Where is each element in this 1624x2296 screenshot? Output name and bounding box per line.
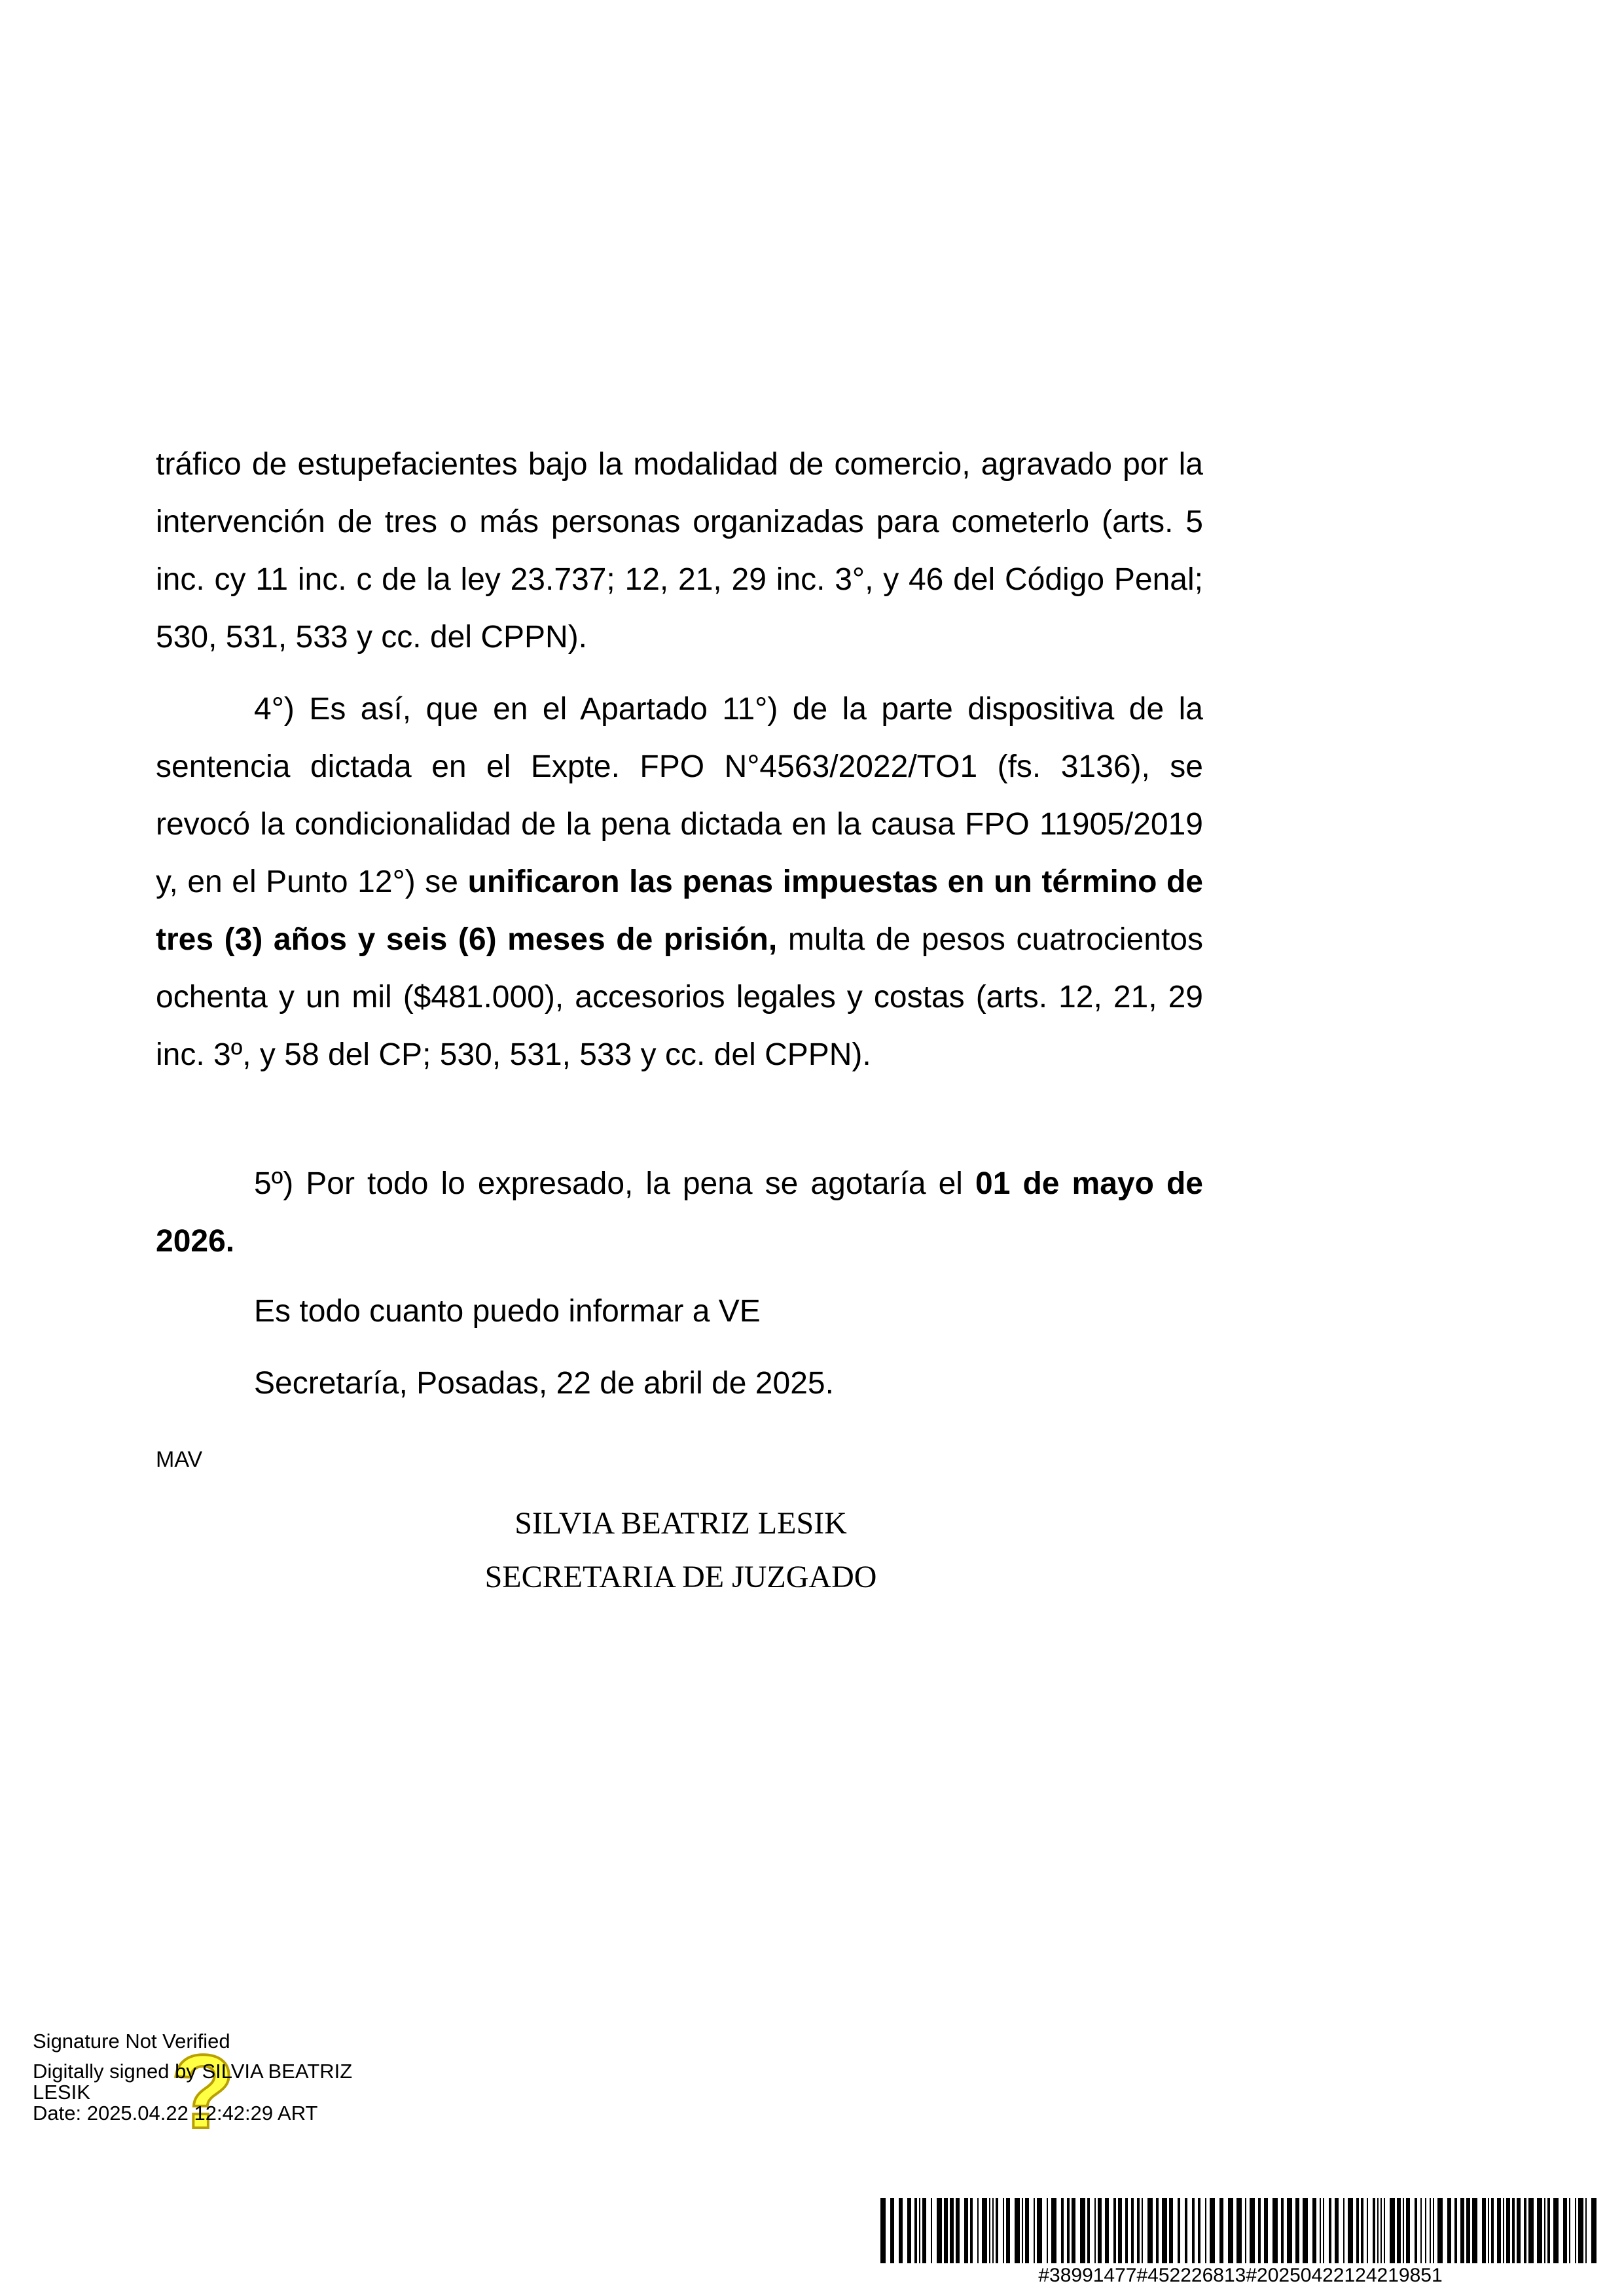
barcode-bar: [944, 2198, 948, 2263]
barcode-bar: [1228, 2198, 1233, 2263]
barcode-bar: [1015, 2198, 1020, 2263]
svg-text:?: ?: [171, 2037, 235, 2136]
barcode-bar: [1034, 2198, 1035, 2263]
barcode-bar: [992, 2198, 994, 2263]
barcode-bar: [880, 2198, 886, 2263]
barcode-bar: [937, 2198, 942, 2263]
barcode-bar: [1348, 2198, 1353, 2263]
barcode-bar: [1236, 2198, 1242, 2263]
barcode-bar: [1415, 2198, 1417, 2263]
barcode-bar: [1147, 2198, 1153, 2263]
barcode-bar: [1320, 2198, 1321, 2263]
barcode-bar: [1047, 2198, 1048, 2263]
barcode-bar: [1037, 2198, 1042, 2263]
barcode-bar: [977, 2198, 979, 2263]
barcode-bar: [1323, 2198, 1324, 2263]
barcode-bar: [1003, 2198, 1004, 2263]
barcode-bar: [1142, 2198, 1143, 2263]
barcode-bar: [1425, 2198, 1426, 2263]
barcode-bar: [1373, 2198, 1375, 2263]
paragraph-4: [156, 681, 1203, 1084]
barcode-bar: [922, 2198, 926, 2263]
barcode-bar: [1125, 2198, 1128, 2263]
barcode-bar: [1258, 2198, 1261, 2263]
barcode: [880, 2198, 1600, 2289]
barcode-bar: [1528, 2198, 1534, 2263]
barcode-bar: [1466, 2198, 1470, 2263]
barcode-bar: [1072, 2198, 1075, 2263]
barcode-bar: [1287, 2198, 1292, 2263]
barcode-bar: [1506, 2198, 1510, 2263]
digital-signature-stamp: [33, 2031, 399, 2142]
barcode-bar: [1312, 2198, 1316, 2263]
barcode-bar: [1503, 2198, 1504, 2263]
barcode-bar: [914, 2198, 917, 2263]
barcode-bar: [1390, 2198, 1395, 2263]
barcode-bar: [1547, 2198, 1550, 2263]
barcode-bar: [1460, 2198, 1464, 2263]
paragraph-4-bold: unificaron las penas impuestas en un término de tres (3) años y seis (6) meses de prisión,: [156, 865, 1204, 957]
barcode-bar: [907, 2198, 911, 2263]
barcode-bar: [1137, 2198, 1140, 2263]
paragraph-5-bold-date: 01 de mayo de 2026.: [156, 1166, 1203, 1259]
signer-role: SECRETARIA DE JUZGADO: [484, 1560, 877, 1594]
barcode-bar: [1067, 2198, 1070, 2263]
barcode-bar: [1303, 2198, 1308, 2263]
barcode-bar: [1061, 2198, 1064, 2263]
barcode-bar: [1329, 2198, 1331, 2263]
barcode-bar: [1397, 2198, 1401, 2263]
signature-signed-by-continued: LESIK: [33, 2081, 90, 2104]
barcode-bar: [956, 2198, 960, 2263]
barcode-bar: [1210, 2198, 1215, 2263]
barcode-bar: [1482, 2198, 1486, 2263]
barcode-bar: [1512, 2198, 1515, 2263]
barcode-bar: [1156, 2198, 1159, 2263]
paragraph-5: [156, 1155, 1203, 1270]
barcode-bar: [919, 2198, 920, 2263]
barcode-bar: [1264, 2198, 1268, 2263]
barcode-bar: [1447, 2198, 1451, 2263]
barcode-bar: [1430, 2198, 1431, 2263]
barcode-bar: [982, 2198, 987, 2263]
barcode-bar: [1403, 2198, 1404, 2263]
barcode-bar: [1544, 2198, 1545, 2263]
barcode-bar: [1575, 2198, 1576, 2263]
signature-date: Date: 2025.04.22 12:42:29 ART: [33, 2102, 318, 2125]
barcode-bar: [1563, 2198, 1567, 2263]
barcode-bar: [996, 2198, 998, 2263]
barcode-bar: [1377, 2198, 1379, 2263]
barcode-bar: [1524, 2198, 1526, 2263]
barcode-bar: [1192, 2198, 1195, 2263]
barcode-bar: [970, 2198, 973, 2263]
barcode-bar: [1113, 2198, 1116, 2263]
barcode-bar: [1433, 2198, 1434, 2263]
closing-statement: Es todo cuanto puedo informar a VE: [254, 1294, 761, 1329]
barcode-bar: [1006, 2198, 1010, 2263]
paragraph-4-text: 4°) Es así, que en el Apartado 11°) de la parte dispositiva de la sentencia dictada en el Expte. FPO N°4563/2022/TO1 (fs. 3136), se revocó la condicionalidad de la pena dictada en la causa FPO 11905/2019 y, en el Punto 12°) se: [156, 692, 1203, 899]
signer-name: SILVIA BEATRIZ LESIK: [514, 1506, 847, 1541]
barcode-bar: [1491, 2198, 1494, 2263]
barcode-bar: [1205, 2198, 1206, 2263]
barcode-bar: [1245, 2198, 1246, 2263]
paragraph-4-text-end: multa de pesos cuatrocientos ochenta y un mil ($481.000), accesorios legales y costas (arts. 12, 21, 29 inc. 3º, y 58 del CP; 530, 531, 533 y cc. del CPPN).: [156, 922, 1203, 1072]
barcode-bar: [1578, 2198, 1583, 2263]
barcode-bar: [1178, 2198, 1180, 2263]
barcode-bar: [1131, 2198, 1134, 2263]
barcode-bar: [1406, 2198, 1410, 2263]
barcode-bar: [1367, 2198, 1368, 2263]
barcode-bar: [1022, 2198, 1023, 2263]
barcode-bar: [890, 2198, 894, 2263]
barcode-bar: [1162, 2198, 1167, 2263]
barcode-bar: [1537, 2198, 1542, 2263]
barcode-number: #38991477#452226813#20250422124219851: [1038, 2265, 1443, 2286]
barcode-bar: [1295, 2198, 1299, 2263]
author-initials: MAV: [156, 1447, 203, 1472]
barcode-bar: [1384, 2198, 1385, 2263]
barcode-bar: [1488, 2198, 1489, 2263]
barcode-bar: [1169, 2198, 1173, 2263]
barcode-bar: [1272, 2198, 1278, 2263]
barcode-bar: [931, 2198, 932, 2263]
barcode-bar: [1051, 2198, 1056, 2263]
barcode-bar: [1250, 2198, 1255, 2263]
barcode-bar: [1361, 2198, 1363, 2263]
barcode-bar: [964, 2198, 968, 2263]
barcode-bar: [1585, 2198, 1587, 2263]
barcode-bar: [1553, 2198, 1559, 2263]
barcode-bar: [1198, 2198, 1200, 2263]
barcode-bar: [1591, 2198, 1597, 2263]
barcode-bar: [1454, 2198, 1457, 2263]
barcode-bar: [1356, 2198, 1359, 2263]
barcode-bar: [899, 2198, 903, 2263]
barcode-bar: [1335, 2198, 1339, 2263]
signature-signed-by: Digitally signed by SILVIA BEATRIZ: [33, 2060, 353, 2083]
paragraph-5-text: 5º) Por todo lo expresado, la pena se agotaría el: [254, 1166, 976, 1201]
barcode-bar: [1437, 2198, 1443, 2263]
barcode-bar: [989, 2198, 990, 2263]
signature-status: Signature Not Verified: [33, 2030, 230, 2053]
paragraph-continuation: tráfico de estupefacientes bajo la modalidad de comercio, agravado por la intervención de tres o más personas organizadas para cometerlo (arts. 5 inc. cy 11 inc. c de la ley 23.737; 12, 21, 29 inc. 3°, y 46 del Código Penal; 530, 531, 533 y cc. del CPPN).: [156, 447, 1203, 655]
barcode-bar: [1343, 2198, 1344, 2263]
barcode-bar: [1569, 2198, 1570, 2263]
barcode-bar: [950, 2198, 954, 2263]
barcode-icon: [880, 2198, 1600, 2263]
barcode-bar: [1497, 2198, 1501, 2263]
barcode-bar: [1080, 2198, 1085, 2263]
barcode-bar: [1185, 2198, 1187, 2263]
barcode-bar: [1420, 2198, 1422, 2263]
barcode-bar: [1219, 2198, 1223, 2263]
barcode-bar: [1517, 2198, 1521, 2263]
place-and-date: Secretaría, Posadas, 22 de abril de 2025.: [254, 1366, 834, 1401]
barcode-bar: [1105, 2198, 1109, 2263]
barcode-bar: [1087, 2198, 1090, 2263]
barcode-bar: [1281, 2198, 1284, 2263]
barcode-bar: [1098, 2198, 1102, 2263]
barcode-bar: [1094, 2198, 1096, 2263]
barcode-bar: [1472, 2198, 1477, 2263]
barcode-bar: [1025, 2198, 1029, 2263]
barcode-bar: [1380, 2198, 1382, 2263]
barcode-bar: [1118, 2198, 1122, 2263]
